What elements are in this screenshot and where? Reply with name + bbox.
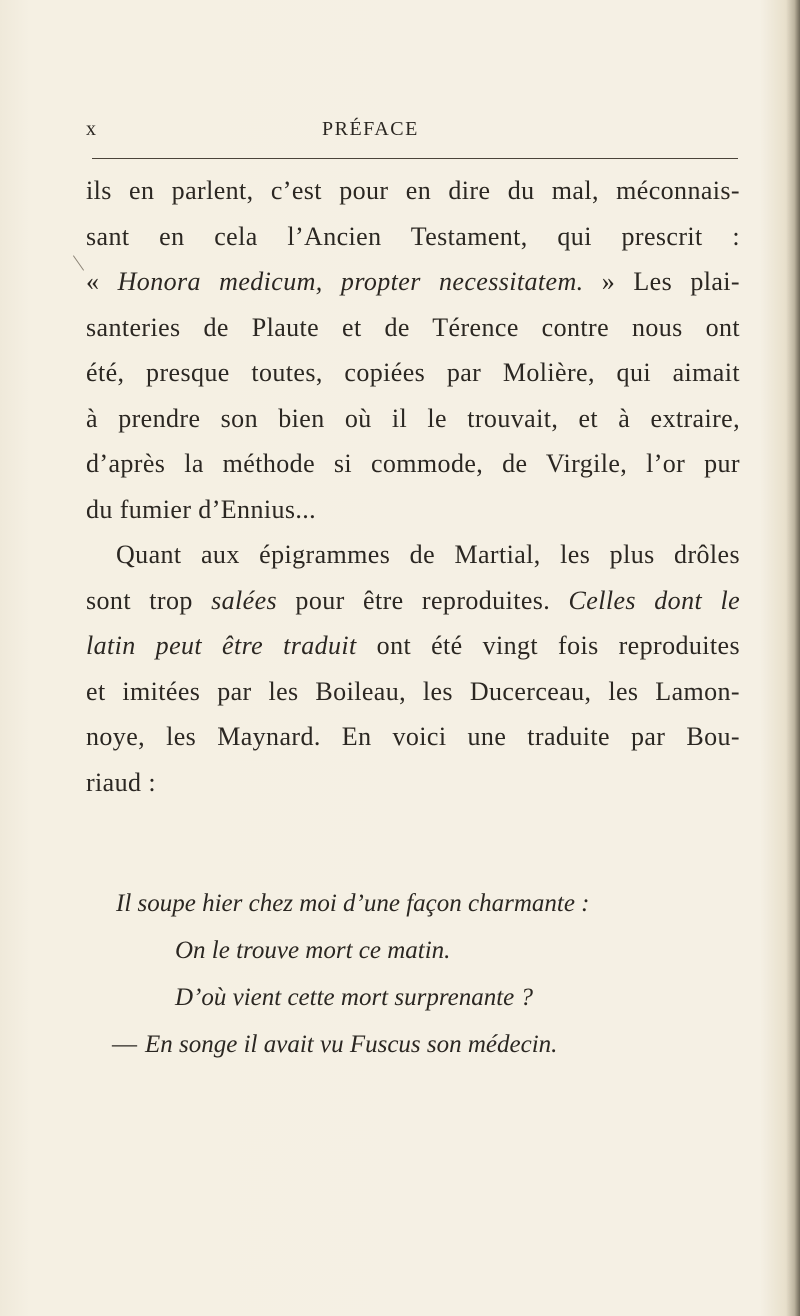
text-run: sont trop bbox=[86, 585, 212, 615]
page-number: x bbox=[86, 118, 97, 140]
body-text bbox=[86, 168, 740, 805]
quote-open: « bbox=[86, 267, 118, 296]
italic-run: salées bbox=[211, 585, 278, 615]
running-title: PRÉFACE bbox=[322, 118, 419, 140]
verse-line bbox=[86, 1021, 740, 1068]
italic-run: Celles dont le bbox=[568, 585, 741, 615]
paragraph-1-line: ils en parlent, c’est pour en dire du mal, méconnais- bbox=[86, 176, 740, 205]
paragraph-1-line: été, presque toutes, copiées par Molière, qui aimait bbox=[86, 358, 740, 387]
verse-line: D’où vient cette mort surprenante ? bbox=[175, 984, 534, 1011]
paragraph-1-line: à prendre son bien où il le trouvait, et à extraire, bbox=[86, 403, 740, 433]
paragraph-1-line bbox=[86, 259, 740, 305]
latin-quote: Honora medicum, propter necessitatem. bbox=[117, 267, 584, 296]
paragraph-1-line: sant en cela l’Ancien Testament, qui prescrit : bbox=[86, 221, 740, 251]
paragraph-1-line: d’après la méthode si commode, de Virgile, l’or pur bbox=[86, 449, 740, 478]
italic-run: latin peut être traduit bbox=[86, 631, 357, 660]
header-rule bbox=[92, 158, 738, 159]
page-header bbox=[0, 118, 800, 148]
paragraph-2-line: noye, les Maynard. En voici une traduite par Bou- bbox=[86, 722, 740, 751]
paragraph-2-line: et imitées par les Boileau, les Ducerceau, les Lamon- bbox=[86, 676, 740, 706]
paragraph-2-line: Quant aux épigrammes de Martial, les plus drôles bbox=[116, 540, 740, 569]
paragraph-1-line: du fumier d’Ennius... bbox=[86, 494, 317, 524]
paragraph-2-line: riaud : bbox=[86, 767, 156, 797]
verse-line: Il soupe hier chez moi d’une façon charmante : bbox=[116, 890, 590, 917]
text-run: pour être reproduites. bbox=[277, 585, 569, 615]
verse-line: On le trouve mort ce matin. bbox=[175, 937, 451, 964]
page-edge-shadow bbox=[786, 0, 800, 1316]
paragraph-2-line bbox=[86, 623, 740, 669]
verse-text: En songe il avait vu Fuscus son médecin. bbox=[145, 1031, 558, 1058]
paragraph-2-line bbox=[86, 578, 740, 624]
epigram-verse bbox=[86, 880, 740, 1068]
paragraph-1-line: santeries de Plaute et de Térence contre nous ont bbox=[86, 312, 740, 342]
quote-close: » Les plai- bbox=[583, 267, 740, 296]
em-dash: — bbox=[112, 1031, 137, 1058]
text-run: ont été vingt fois reproduites bbox=[356, 631, 740, 660]
